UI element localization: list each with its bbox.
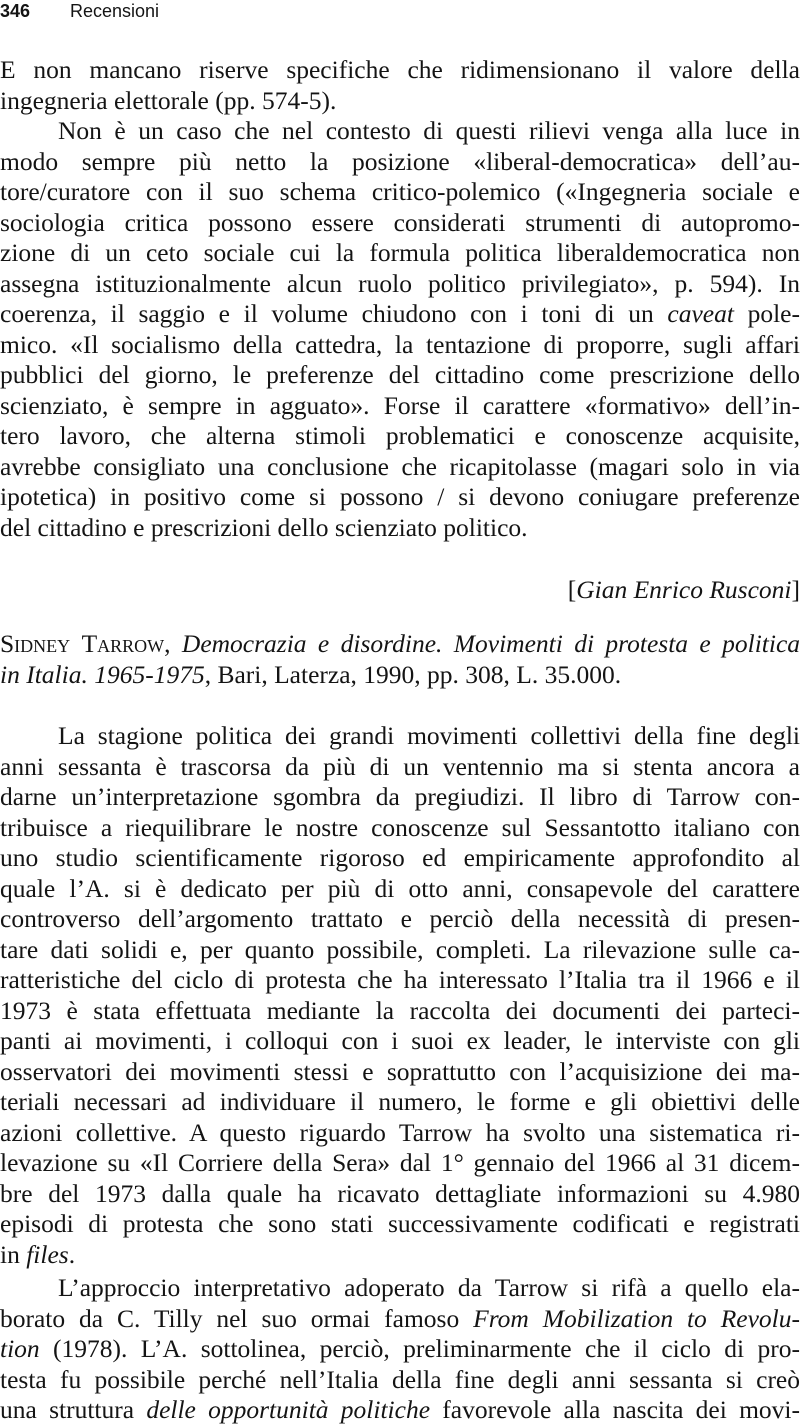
text-line: ipotetica) in positivo come si possono / si devono coniugare preferenze (0, 482, 800, 513)
publication-details: , Bari, Laterza, 1990, pp. 308, L. 35.000. (205, 660, 621, 689)
text-line-with-italic (0, 1304, 800, 1335)
page-number: 346 (0, 0, 70, 22)
text-line: avrebbe consigliato una conclusione che ricapitolasse (magari solo in via (0, 452, 800, 483)
text-line: sociologia critica possono essere considerati strumenti di autopromo- (0, 208, 800, 239)
text-line: anni sessanta è trascorsa da più di un ventennio ma si stenta ancora a (0, 752, 800, 783)
running-head (0, 0, 159, 22)
reviewer-signature (0, 575, 800, 606)
text-line: del cittadino e prescrizioni dello scienziato politico. (0, 513, 800, 544)
text-line: scienziato, è sempre in agguato». Forse il carattere «formativo» dell’in- (0, 391, 800, 422)
text-line: episodi di protesta che sono stati successivamente codificati e registrati (0, 1209, 800, 1240)
text-line-with-italic (0, 1240, 800, 1271)
text-line-with-italic (0, 299, 800, 330)
text-line: L’approccio interpretativo adoperato da Tarrow si rifà a quello ela- (0, 1273, 800, 1304)
cited-book-title: From Mobilization to Revolu- (473, 1304, 800, 1333)
book-reference (0, 629, 800, 690)
text-line: Non è un caso che nel contesto di questi rilievi venga alla luce in (0, 116, 800, 147)
author-last-name: Tarrow (82, 629, 165, 658)
text-line: darne un’interpretazione sgombra da pregiudizi. Il libro di Tarrow con- (0, 782, 800, 813)
text-line: tribuisce a riequilibrare le nostre conoscenze sul Sessantotto italiano con (0, 813, 800, 844)
text-line: bre del 1973 dalla quale ha ricavato dettagliate informazioni su 4.980 (0, 1179, 800, 1210)
text-line: uno studio scientificamente rigoroso ed empiricamente approfondito al (0, 843, 800, 874)
text-line: pubblici del giorno, le preferenze del cittadino come prescrizione dello (0, 360, 800, 391)
review-1-paragraph-2 (0, 116, 800, 543)
signature-line (0, 575, 800, 606)
text-run: in (0, 1240, 26, 1269)
text-line: osservatori dei movimenti stessi e soprattutto con l’acquisizione dei ma- (0, 1057, 800, 1088)
bracket-open: [ (568, 575, 577, 604)
text-run: . (69, 1240, 75, 1269)
text-line: La stagione politica dei grandi movimenti collettivi della fine degli (0, 721, 800, 752)
text-run: una struttura (0, 1395, 146, 1424)
review-1-paragraph-1 (0, 55, 800, 116)
text-line: E non mancano riserve specifiche che ridimensionano il valore della (0, 55, 800, 86)
text-run: (1978). L’A. sottolinea, perciò, preliminarmente che il ciclo di pro- (40, 1334, 800, 1363)
book-title: Democrazia e disordine. Movimenti di protesta e politica (182, 629, 800, 658)
text-line: controverso dell’argomento trattato e perciò della necessità di presen- (0, 904, 800, 935)
text-run: favorevole alla nascita dei movi- (430, 1395, 800, 1424)
text-line: teriali necessari ad individuare il numero, le forme e gli obiettivi delle (0, 1087, 800, 1118)
separator: , (164, 629, 182, 658)
review-2-paragraph-1 (0, 721, 800, 1270)
text-line: azioni collettive. A questo riguardo Tarrow ha svolto una sistematica ri- (0, 1118, 800, 1149)
text-line: ratteristiche del ciclo di protesta che ha interessato l’Italia tra il 1966 e il (0, 965, 800, 996)
italic-term: files (26, 1240, 69, 1269)
cited-book-title-cont: tion (0, 1334, 40, 1363)
text-line: panti ai movimenti, i colloqui con i suoi ex leader, le interviste con gli (0, 1026, 800, 1057)
text-line: mico. «Il socialismo della cattedra, la tentazione di proporre, sugli affari (0, 330, 800, 361)
text-line: quale l’A. si è dedicato per più di otto anni, consapevole del carattere (0, 874, 800, 905)
reviewer-name: Gian Enrico Rusconi (576, 575, 791, 604)
text-line: tare dati solidi e, per quanto possibile, completi. La rilevazione sulle ca- (0, 935, 800, 966)
book-reference-line-1 (0, 629, 800, 660)
text-line: assegna istituzionalmente alcun ruolo politico privilegiato», p. 594). In (0, 269, 800, 300)
text-line: tore/curatore con il suo schema critico-polemico («Ingegneria sociale e (0, 177, 800, 208)
text-line: zione di un ceto sociale cui la formula politica liberaldemocratica non (0, 238, 800, 269)
text-run: pole- (734, 299, 800, 328)
text-line: ingegneria elettorale (pp. 574-5). (0, 86, 800, 117)
text-line: levazione su «Il Corriere della Sera» dal 1° gennaio del 1966 al 31 dicem- (0, 1148, 800, 1179)
book-reference-line-2 (0, 660, 800, 691)
text-run: coerenza, il saggio e il volume chiudono con i toni di un (0, 299, 667, 328)
review-2-paragraph-2 (0, 1273, 800, 1426)
bracket-close: ] (792, 575, 800, 604)
section-title: Recensioni (70, 1, 159, 21)
text-line: testa fu possibile perché nell’Italia della fine degli anni sessanta si creò (0, 1365, 800, 1396)
book-title-cont: in Italia. 1965-1975 (0, 660, 205, 689)
italic-phrase: delle opportunità politiche (146, 1395, 430, 1424)
text-run: borato da C. Tilly nel suo ormai famoso (0, 1304, 473, 1333)
text-line: modo sempre più netto la posizione «liberal-democratica» dell’au- (0, 147, 800, 178)
author-first-name: Sidney (0, 629, 70, 658)
text-line: 1973 è stata effettuata mediante la raccolta dei documenti dei parteci- (0, 996, 800, 1027)
text-line: tero lavoro, che alterna stimoli problematici e conoscenze acquisite, (0, 421, 800, 452)
text-line-with-italic (0, 1395, 800, 1426)
italic-term: caveat (667, 299, 734, 328)
text-line-with-italic (0, 1334, 800, 1365)
